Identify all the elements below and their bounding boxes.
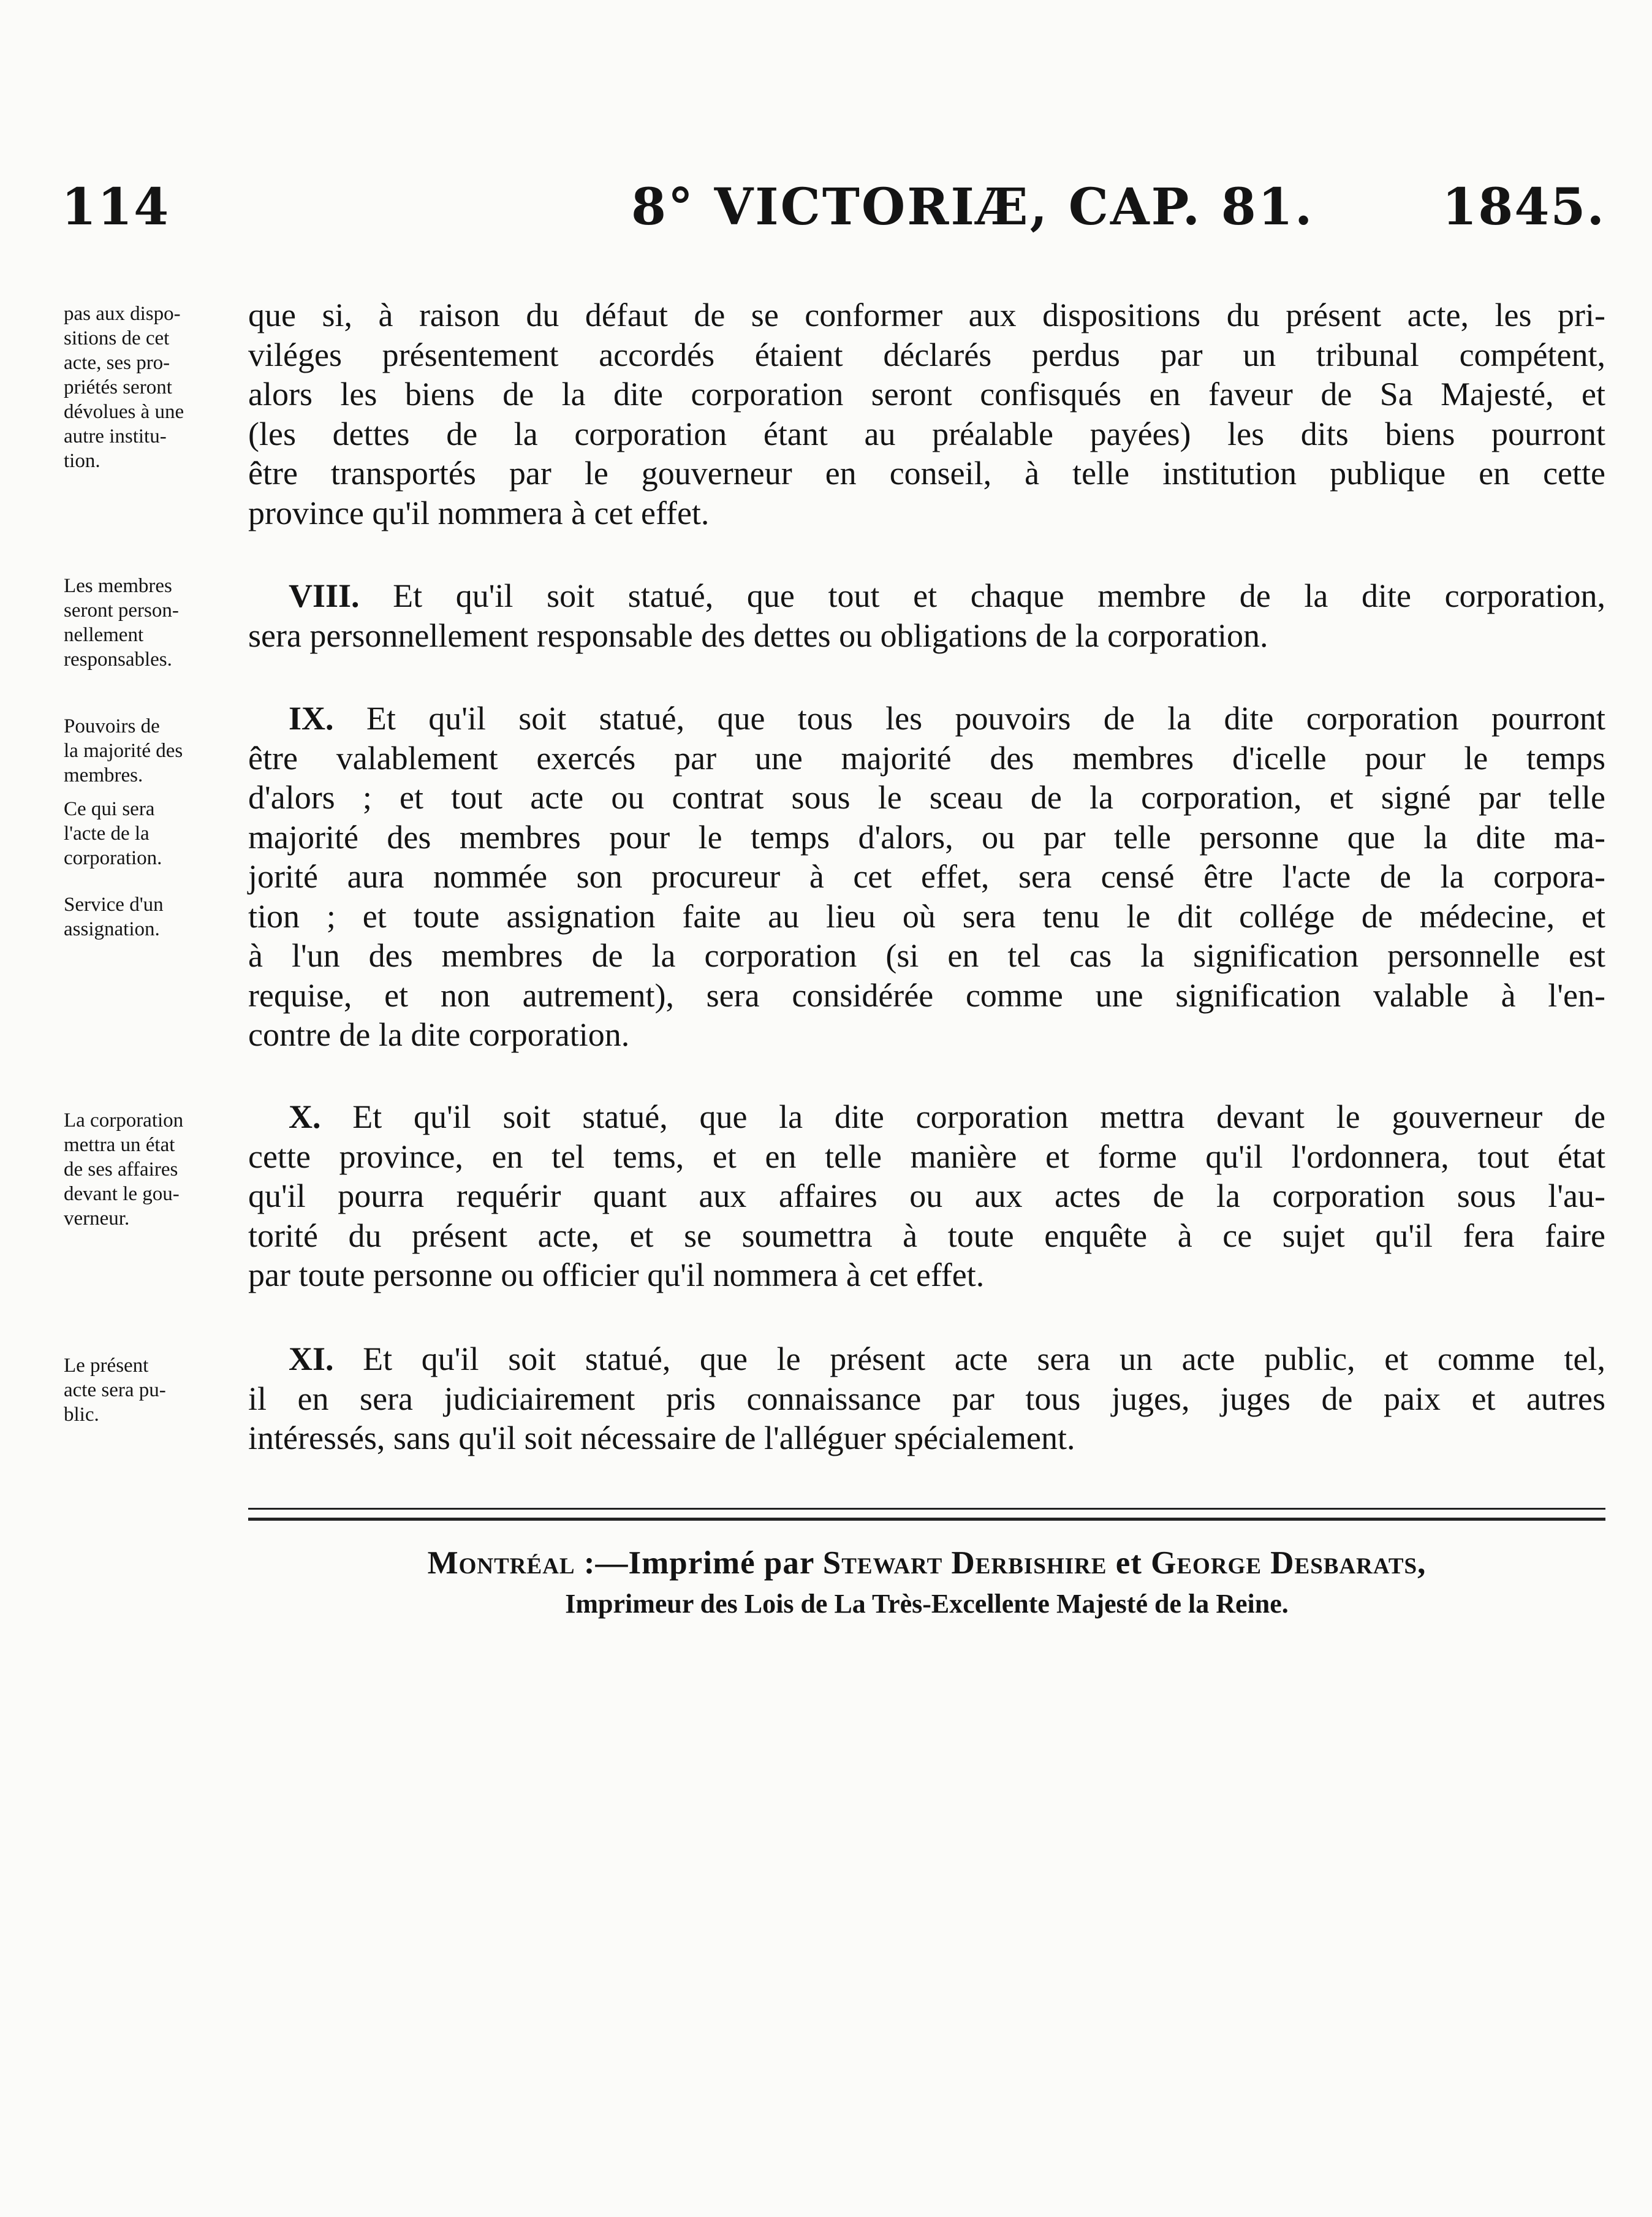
text-line: être valablement exercés par une majorité des membres d'icelle pour le temps (248, 739, 1605, 777)
text-line (248, 576, 1605, 616)
sidenote-line: mettra un état (64, 1134, 175, 1156)
sidenote-line: Les membres (64, 575, 172, 597)
imprint-city: Montréal (427, 1545, 575, 1581)
paragraph-section-xi (248, 1339, 1605, 1458)
sidenote-corporation-act (64, 797, 232, 870)
text-line: que si, à raison du défaut de se conformer aux dispositions du présent acte, les pri- (248, 297, 1605, 333)
text-line (248, 1339, 1605, 1379)
paragraph-section-viii (248, 576, 1605, 655)
sidenote-line: seront person- (64, 599, 179, 622)
text-line (248, 1097, 1605, 1137)
section-number: XI. (289, 1340, 334, 1377)
text-line: requise, et non autrement), sera considérée comme une signification valable à l'en- (248, 976, 1605, 1014)
sidenote-public-act (64, 1353, 232, 1427)
sidenote-line: Pouvoirs de (64, 715, 160, 737)
imprint-printer-2: George Desbarats (1151, 1545, 1418, 1581)
paragraph-section-x (248, 1097, 1605, 1295)
sidenote-line: La corporation (64, 1109, 184, 1131)
page-title: 8° VICTORIÆ, CAP. 81. (631, 178, 1314, 237)
text-line: intéressés, sans qu'il soit nécessaire de l'alléguer spécialement. (248, 1420, 1075, 1456)
text-line: il en sera judiciairement pris connaissance par tous juges, juges de paix et autres (248, 1380, 1605, 1417)
text-line: torité du présent acte, et se soumettra à toute enquête à ce sujet qu'il fera faire (248, 1217, 1605, 1254)
text-line-rest: Et qu'il soit statué, que tout et chaque membre de la dite corporation, (359, 577, 1605, 614)
sidenote-line: Le présent (64, 1355, 149, 1377)
text-line-rest: Et qu'il soit statué, que le présent acte sera un acte public, et comme tel, (333, 1340, 1605, 1377)
paragraph-section-ix (248, 699, 1605, 1055)
sidenote-line: nellement (64, 624, 144, 646)
sidenote-line: Ce qui sera (64, 798, 155, 820)
text-line: contre de la dite corporation. (248, 1016, 630, 1053)
text-line-rest: Et qu'il soit statué, que la dite corporation mettra devant le gouverneur de (320, 1098, 1605, 1135)
paragraph-continuation (248, 295, 1605, 533)
text-line: (les dettes de la corporation étant au préalable payées) les dits biens pourront (248, 415, 1605, 452)
imprint-text: :—Imprimé par (575, 1545, 823, 1581)
imprint-line-2: Imprimeur des Lois de La Très-Excellente Majesté de la Reine. (565, 1589, 1289, 1619)
text-line: alors les biens de la dite corporation seront confisqués en faveur de Sa Majesté, et (248, 376, 1605, 413)
sidenote-line: sitions de cet (64, 327, 170, 349)
text-line: tion ; et toute assignation faite au lieu où sera tenu le dit collége de médecine, et (248, 897, 1605, 935)
sidenote-line: verneur. (64, 1207, 130, 1230)
text-line: d'alors ; et tout acte ou contrat sous le sceau de la corporation, et signé par telle (248, 779, 1605, 816)
text-line (248, 699, 1605, 739)
sidenote-line: autre institu- (64, 425, 167, 447)
imprint-printer-1: Stewart Derbishire (822, 1545, 1107, 1581)
sidenote-line: priétés seront (64, 376, 172, 398)
text-line: par toute personne ou officier qu'il nommera à cet effet. (248, 1257, 985, 1293)
sidenote-line: responsables. (64, 648, 172, 671)
text-line-rest: Et qu'il soit statué, que tous les pouvoirs de la dite corporation pourront (333, 700, 1605, 737)
sidenote-line: acte, ses pro- (64, 352, 170, 374)
sidenote-line: acte sera pu- (64, 1379, 166, 1401)
section-number: X. (289, 1098, 321, 1135)
divider-rule-top (248, 1508, 1605, 1510)
sidenote-line: blic. (64, 1404, 99, 1426)
sidenote-property-forfeiture (64, 302, 232, 473)
sidenote-members-responsible (64, 574, 232, 672)
sidenote-line: l'acte de la (64, 823, 150, 845)
sidenote-line: dévolues à une (64, 401, 184, 423)
imprint-punct: , (1417, 1545, 1427, 1581)
page-number: 114 (61, 178, 170, 237)
sidenote-line: membres. (64, 764, 143, 786)
section-number: VIII. (289, 577, 360, 614)
text-line: être transportés par le gouverneur en conseil, à telle institution publique en cette (248, 455, 1605, 492)
text-line: province qu'il nommera à cet effet. (248, 494, 710, 531)
text-line: majorité des membres pour le temps d'alors, ou par telle personne que la dite ma- (248, 818, 1605, 856)
text-line: jorité aura nommée son procureur à cet effet, sera censé être l'acte de la corpora- (248, 858, 1605, 895)
printer-imprint (248, 1542, 1605, 1624)
section-number: IX. (289, 700, 334, 737)
text-line: cette province, en tel tems, et en telle manière et forme qu'il l'ordonnera, tout état (248, 1138, 1605, 1175)
text-line: sera personnellement responsable des dettes ou obligations de la corporation. (248, 617, 1268, 654)
page-header (61, 178, 1605, 245)
sidenote-line: corporation. (64, 847, 162, 869)
sidenote-line: de ses affaires (64, 1158, 178, 1181)
sidenote-statement-of-affairs (64, 1108, 232, 1231)
sidenote-line: la majorité des (64, 740, 183, 762)
sidenote-line: assignation. (64, 918, 160, 940)
sidenote-majority-powers (64, 714, 232, 788)
sidenote-line: tion. (64, 450, 100, 472)
imprint-conjunction: et (1107, 1545, 1151, 1581)
sidenote-service (64, 892, 232, 941)
text-line: viléges présentement accordés étaient déclarés perdus par un tribunal compétent, (248, 336, 1605, 373)
divider-rule-bottom (248, 1518, 1605, 1521)
sidenote-line: pas aux dispo- (64, 303, 181, 325)
imprint-line-1 (248, 1542, 1605, 1584)
text-line: qu'il pourra requérir quant aux affaires ou aux actes de la corporation sous l'au- (248, 1177, 1605, 1214)
page-year: 1845. (1442, 178, 1605, 237)
text-line: à l'un des membres de la corporation (si en tel cas la signification personnelle est (248, 937, 1605, 974)
sidenote-line: devant le gou- (64, 1183, 180, 1205)
sidenote-line: Service d'un (64, 894, 164, 916)
